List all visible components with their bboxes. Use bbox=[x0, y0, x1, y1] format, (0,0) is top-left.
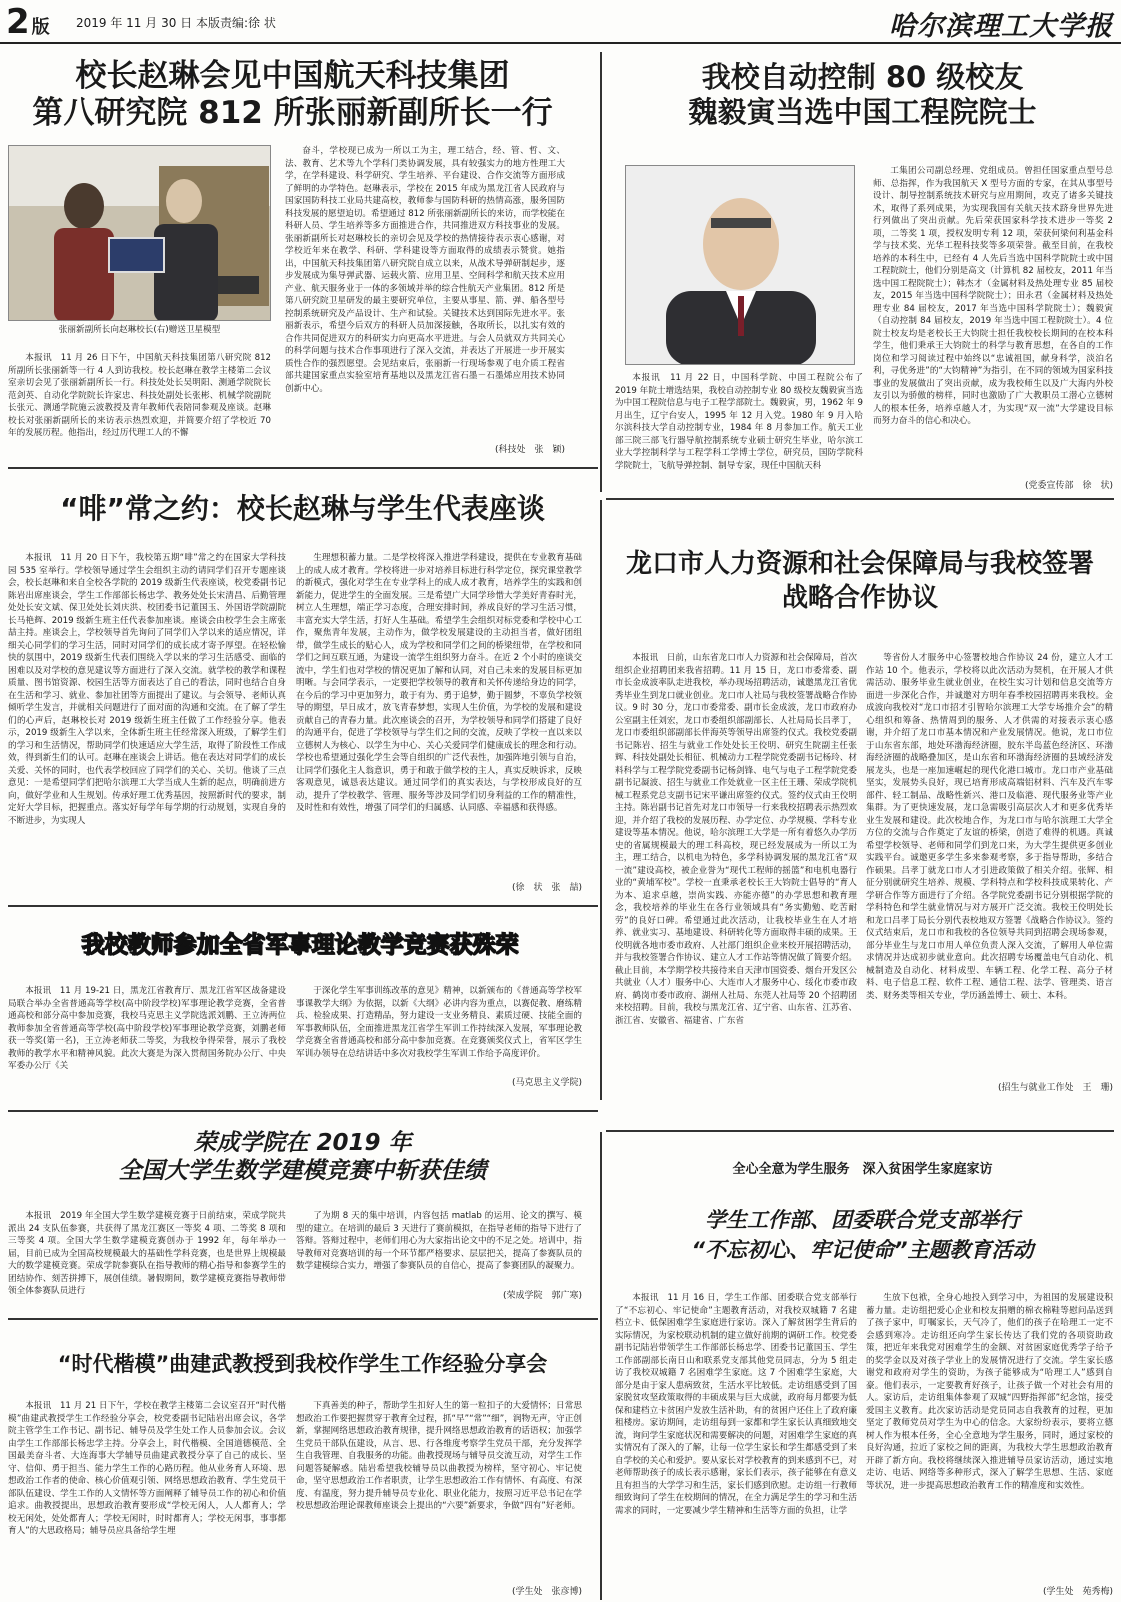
article2-title-line2: 魏毅寅当选中国工程院院士 bbox=[688, 94, 1037, 129]
section-divider-6 bbox=[8, 1318, 598, 1320]
article8-title-line1: 学生工作部、团委联合党支部举行 bbox=[705, 1208, 1020, 1232]
page-label: 版 bbox=[31, 17, 50, 38]
article7-body-col1: 本报讯 11 月 21 日下午，学校在教学主楼第二会议室召开“时代楷模”曲建武教授学生工作经验分享会，校党委副书记陆岩出席会议，各学院主管学生工作书记、副书记、辅导员及学生处工作人员参加会议。会议由学生工作部部长杨忠学主持。分享会上，时代楷模、全国道德模范、全国最美奋斗者、大连海事大学辅导员曲建武教授分享了自己的成长、坚守、信仰、勇于担当、能力学生工作的心路历程。他从业务育人环境、思想政治工作者的使命、核心价值观引领、网络思想政治教育、学生党员干部队伍建设、学生工作的人文情怀等方面阐释了辅导员工作的初心和价值追求。曲教授提出，思想政治教育要形成“学校无闲人，人人都育人；学校无闲处，处处都育人；学校无闲时，时时都育人；学校无闲事，事事都育人”的大思政格局；辅导员应具备给学生埋 bbox=[8, 1401, 286, 1536]
article3-body-col2: 生理想积蓄力量。二是学校将深入推进学科建设，提供在专业教育基础上的成人成才教育。学校将进一步对培养目标进行科学定位，探究课堂教学的新模式，强化对学生在专业学科上的成人成才教育，培养学生的实践和创新能力，促进学生的全面发展。三是希望广大同学珍惜大学美好青春时光，树立人生理想，端正学习态度，合理安排时间，养成良好的学习生活习惯，丰富充实大学生活，打好人生基础。希望学生会组织对标党委和学校中心工作，聚焦青年发展，主动作为，做学校发展建设的主动担当者，做好团组带，做学生成长的贴心人，成为学校和同学们之间的桥梁纽带，在学校和同学们之间互联互通，为建设一流学生组织努力奋斗。在近 2 个小时的座谈交流中，学生们也对学校的情况更加了解和认同，对自己未来的发展目标更加明晰。与会同学表示，一定要把学校领导的教育和关怀传递给身边的同学，在今后的学习中更加努力，敢于有为、勇于追梦，勤于圆梦，不辜负学校领导的期望，早日成才，放飞青春梦想，实现人生价值，为学校的发展和建设贡献自己的青春力量。此次座谈会的召开，为学校领导和同学们搭建了良好的沟通平台，促进了学校领导与学生们之间的交流，反映了学校一直以来以立德树人为核心、以学生为中心、关心关爱同学们健康成长的理念和行动。学校也希望通过强化学生会等自组织的广泛代表性，加强阵地引领与自治，让同学们强化主人翁意识，勇于和敢于做学校的主人，真实反映诉求，反映客观意见，诚恳表达建议。通过同学们的真实表达，与学校形成良好的互动，提升了学校教学、管理、服务等涉及同学们切身利益的工作的精准性，及时性和有效性，增强了同学们的归属感、认同感、幸福感和获得感。 bbox=[296, 553, 582, 813]
article8-kicker: 全心全意为学生服务 深入贫困学生家庭家访 bbox=[732, 1162, 993, 1177]
article1-headline bbox=[20, 58, 565, 132]
article1-title-line2: 第八研究院 812 所张丽新副所长一行 bbox=[32, 95, 553, 132]
page-editor: 本版责编:徐 状 bbox=[196, 16, 276, 30]
column-divider-top bbox=[600, 52, 602, 492]
article8-body-col1: 本报讯 11 月 16 日，学生工作部、团委联合党支部举行了“不忘初心、牢记使命”主题教育活动，对我校双城籍 7 名建档立卡、低保困难学生家庭进行家访。深入了解贫困学生背后的实际情况，为家校联动机制的建立做好前期的调研工作。校党委副书记陆岩带领学生工作部部长杨忠学、团委书记董国玉、学生工作部副部长南日山和联系党支部其他党员同志，分为 5 组走访了我校双城籍 7 名困难学生家庭。这 7 个困难学生家庭，大部分是由于家人患病致贫，生活水平比较低。走访组感受到了国家脱贫攻坚政策取得的丰硕成果与巨大成就，政府每月都要为低保和建档立卡贫困户发放生活补助，有的贫困户还住上了政府廉租楼房。家访期间，走访组每到一家都和学生家长认真细致地交流，询问学生家庭状况和需要解决的问题，对困难学生家庭的真实情况有了深入的了解，让每一位学生家长和学生都感受到了来自学校的关心和爱护。要从家长对学校教育的到来感到不已，对老师帮助孩子的成长表示感谢，家长们表示，孩子能够在有意义且有担当的大学学习和生活，家长们感到欣慰。走访组一行教师细致询问了学生在校期间的情况，在全力满足学生的学习和生活需求的同时，一定要减少学生精神和生活等方面的负担，让学 bbox=[615, 1293, 857, 1516]
article2-byline: (党委宣传部 徐 状) bbox=[1024, 481, 1113, 491]
article6-headline bbox=[20, 1130, 585, 1185]
masthead bbox=[0, 0, 1121, 44]
article5-body-col1: 本报讯 11 月 19-21 日，黑龙江省教育厅、黑龙江省军区战备建设局联合举办全省普通高等学校(高中阶段学校)军事理论教学竞赛，全省普通高校和部分高中参加竞赛，我校马克思主义学院选派刘鹏、王立涛两位教师参加全省普通高等学校(高中阶段学校)军事理论教学竞赛，刘鹏老师获一等奖(第一名)，王立涛老师获二等奖，为我校争得荣誉，展示了我校教师的教学水平和精神风貌。此次大赛是为深入贯彻国务院办公厅、中央军委办公厅《关 bbox=[8, 986, 286, 1071]
article6-title-line1: 荣成学院在 2019 年 bbox=[193, 1130, 412, 1156]
meeting-photo-image bbox=[9, 146, 271, 321]
column-divider-middle bbox=[600, 500, 602, 1100]
article6-body-col2: 了为期 8 天的集中培训，内容包括 matlab 的运用、论文的撰写、模型的建立。在培训的最后 3 天进行了赛前模拟，在指导老师的指导下进行了答辩。答辩过程中，老师们用心为大家指出论文中的不足之处。培训中，指导教师对竞赛培训的每一个环节都严格要求、层层把关，提高了参赛队员的数学建模综合实力，增强了参赛队员的自信心，提高了参赛团队的凝聚力。 bbox=[296, 1211, 582, 1271]
article7-byline: (学生处 张彦博) bbox=[511, 1587, 582, 1597]
column-divider-bottom bbox=[600, 1132, 602, 1600]
article2-photo bbox=[625, 165, 855, 365]
article5-body-col2: 于深化学生军事训练改革的意见》精神，以新颁布的《普通高等学校军事课教学大纲》为依据，以新《大纲》必讲内容为重点，以赛促教、磨练精兵、检验成果、打造精品，努力建设一支业务精良、素质过硬、技能全面的军事教师队伍，全面推进黑龙江省学生军训工作持续深入发展，军事理论教学竞赛全省普通高校和部分高中参加竞赛。在竞赛颁奖仪式上，省军区学生军训办领导在总结讲话中多次对我校学生军训工作给予高度评价。 bbox=[296, 986, 582, 1059]
article2-headline bbox=[610, 60, 1115, 130]
article4-body-col2: 等省份人才服务中心签署校地合作协议 24 份，建立人才工作站 10 个。他表示，学校将以此次活动为契机，在开展人才供需活动、服务毕业生就业创业，在校生实习计划和信息交流等方面进一步深化合作，并诚邀对方明年春季校园招聘再来我校。金成波向我校对“龙口市招才引智哈尔滨理工大学专场推介会”的精心组织和筹备、热情周到的服务、人才供需的对接表示衷心感谢，并介绍了龙口市基本情况和产业发展情况。他说，龙口市位于山东省东部，地处环渤海经济圈，胶东半岛蓝色经济区、环渤海经济圈的战略叠加区，是山东省和环渤海经济圈的县域经济发展龙头，也是一座加速崛起的现代化港口城市。龙口市产业基础坚实，发展势头良好，现已培育形成高端铝材料、汽车及汽车零部件、轻工制品、战略性新兴、港口及临港、现代服务业等产业集群。为了更快速发展，龙口急需吸引高层次人才和更多优秀毕业生发展和建设。此次校地合作，为龙口市与哈尔滨理工大学全方位的交流与合作奠定了友谊的桥梁，创造了难得的机遇。真诚希望学校领导、老师和同学们到龙口来，为大学生提供更多创业实践平台。诚邀更多学生多来参观考察，多于指导帮助，多结合作硕果。吕孝丁就龙口市人才引进政策做了相关介绍。张辉、相征分别就研究生培养、规模、学科特点和学校科技成果转化、产学研合作等方面进行了介绍。各学院党委副书记分别根据学院的学科特色和学生就业情况与对方展开广泛交流。我校王佼明处长和龙口吕孝丁局长分别代表校地双方签署《战略合作协议》。签约仪式结束后，龙口市和我校的各位领导共同到招聘会现场参观，部分毕业生与龙口市用人单位负责人深入交流，了解用人单位需求情况并达成初步就业意向。此次招聘专场覆盖电气自动化、机械制造及自动化、材料成型、车辆工程、化学工程、高分子材料、电子信息工程、软件工程、通信工程、法学、管理类、语言类、财务类等相关专业，学历涵盖博士、硕士、本科。 bbox=[866, 653, 1113, 1001]
article7-body-col2: 下真善美的种子，帮助学生扣好人生的第一粒扣子的大爱情怀；日常思想政治工作要把握贯穿于教育全过程，抓“早”“常”“细”，润物无声，守正创新，掌握网络思想政治教育规律，提升网络思想政治教育的话语权；加强学生党员干部队伍建设，从言、思、行各维度考察学生党员干部，充分发挥学生自我管理、自我服务的功能。曲教授现场与辅导员交流互动，对学生工作问题答疑解惑。陆岩希望我校辅导员以曲教授为榜样，坚守初心、牢记使命，坚守思想政治工作者职责，让学生思想政治工作有情怀、有高度、有深度、有温度，努力提升辅导员专业化、职业化能力，按照习近平总书记在学校思想政治理论课教师座谈会上提出的“六要”新要求，争做“四有”好老师。 bbox=[296, 1401, 582, 1511]
article8-body-col2: 生放下包袱，全身心地投入到学习中，为祖国的发展建设积蓄力量。走访组把爱心企业和校友捐赠的棉衣棉鞋等慰问品送到了孩子家中，叮嘱家长，天气冷了，他们的孩子在哈理工一定不会感到寒冷。走访组还向学生家长传达了我们党的各项资助政策，把近年来我党对困难学生的金额、对贫困家庭优秀学子给予的奖学金以及对孩子学业上的发展情况进行了交流。学生家长感谢党和政府对学生的资助，为孩子能够成为“哈理工人”感到自豪。他们表示，一定要教育好孩子，让孩子做一个对社会有用的人。家访后，走访组集体参观了双城“四野指挥部”纪念馆，接受爱国主义教育。此次家访活动是党员同志自我教育的过程，更加坚定了教师党员对学生为中心的信念。大家纷纷表示，要将立德树人作为根本任务，全心全意地为学生服务，同时，通过家校的良好沟通，拉近了家校之间的距离，为我校大学生思想政治教育开辟了新方向。我校将继续深入推进辅导员家访活动，通过实地走访、电话、网络等多种形式，深入了解学生思想、生活、家庭等状况，进一步提高思想政治教育工作的精准度和实效性。 bbox=[866, 1293, 1113, 1491]
article2-body-col1: 本报讯 11 月 22 日，中国科学院、中国工程院公布了 2019 年院士增选结果，我校自动控制专业 80 级校友魏毅寅当选为中国工程院信息与电子工程学部院士。魏毅寅，男，1962 年 9 月出生，辽宁台安人，1995 年 12 月入党。1980 年 9 月入哈尔滨科技大学自动控制专业，1984 年 8 月参加工作。航天工业部三院三部飞行器导航控制系统专业硕士研究生毕业，哈尔滨工业大学控制科学与工程学科工学博士学位，研究员，国防学院科学院院士，飞航导弹控制、制导专家，现任中国航天科 bbox=[615, 373, 863, 471]
article1-photo bbox=[8, 145, 271, 321]
article2-body-col2: 工集团公司副总经理、党组成员。曾担任国家重点型号总师、总指挥，作为我国航天 X 型号方面的专家，在其从事型号设计、制导控制系统技术研究与应用期间，攻克了诸多关键技术，取得了系列成果，为实现我国有关航天技术跻身世界先进行列做出了突出贡献。先后荣获国家科学技术进步一等奖 2 项，二等奖 1 项，授权发明专利 12 项，荣获何梁何利基金科学与技术奖、光华工程科技奖等多项荣誉。截至目前，在我校培养的本科生中，已经有 4 人先后当选中国科学院院士或中国工程院院士，他们分别是高文（计算机 82 届校友，2011 年当选中国工程院院士）；韩杰才（金属材料及热处理专业 85 届校友，2015 年当选中国科学院院士）；田永君（金属材料及热处理专业 84 届校友，2017 年当选中国科学院院士）；魏毅寅（自动控制 84 届校友，2019 年当选中国工程院院士）。4 位院士校友均是老校长王大钧院士担任我校校长期间的在校本科学生，他们秉承王大钧院士的科学与教育思想，在各自的工作岗位和学习阅读过程中始终以“忠诚祖国，献身科学，淡泊名利，寻优务进”的“大钧精神”为指引，在不同的领域为国家科技事业的发展做出了突出贡献，成为我校师生以及广大海内外校友引以为骄傲的榜样，同时也激励了广大教职员工潜心立德树人的根本任务，培养卓越人才，为实现“双一流”大学建设目标而努力奋斗的信心和决心。 bbox=[873, 166, 1113, 426]
portrait-image bbox=[626, 166, 855, 365]
page-number: 2 版 bbox=[6, 2, 50, 42]
article2-title-line1: 我校自动控制 80 级校友 bbox=[701, 60, 1024, 94]
article5-byline: (马克思主义学院) bbox=[511, 1078, 582, 1088]
article6-title-line2: 全国大学生数学建模竞赛中斩获佳绩 bbox=[118, 1157, 487, 1184]
section-divider-3 bbox=[8, 905, 598, 907]
newspaper-name: 哈尔滨理工大学报 bbox=[889, 11, 1113, 42]
article4-body-col1: 本报讯 日前，山东省龙口市人力资源和社会保障局，首次组织企业招聘团来我省招聘。11 月 15 日，龙口市委常委、副市长金成波率队走进我校，举办现场招聘活动，诚邀黑龙江省优秀毕业生到龙口就业创业。龙口市人社局与我校签署战略合作协议。9 时 30 分，龙口市委常委、副市长金成波，龙口市政府办公室副主任刘宏，龙口市委组织部副部长、人社局局长吕孝丁，龙口市委组织部副部长伴海英等领导出席签约仪式。我校党委副书记陈岩、招生与就业工作处处长王佼明、研究生院副主任张辉、科技处副处长相征、机械动力工程学院党委副书记杨玲、材料科学与工程学院党委副书记杨剑锋、电气与电子工程学院党委副书记凝波、招生与就业工作处就业一区主任王珊、荣成学院机械工程系党总支副书记宋平谦出席签约仪式。签约仪式由王佼明主持。陈岩副书记首先对龙口市领导一行来我校招聘表示热烈欢迎，并介绍了我校的发展历程、办学定位、办学规模、学科专业建设等基本情况。他说，哈尔滨理工大学是一所有着悠久办学历史的省属规模最大的理工科高校，现已经发展成为一所以工为主，理工结合，以机电为特色，多学科协调发展的黑龙江省“双一流”建设高校，被企业誉为“现代工程师的摇篮”和电机电器行业的“黄埔军校”。学校一直秉承老校长王大钧院士倡导的“育人为本、追求卓越，崇尚实践、亦能亦德”的办学思想和教育理念，我校培养的毕业生在各行业领域具有“务实勤勉、吃苦耐劳”的良好口碑。希望通过此次活动，让我校毕业生在人才培养、就业实习、基地建设、科研转化等方面取得丰硕的成果。王佼明就各地市委市政府、人社部门组织企业来校开展招聘活动，并与我校签署合作协议、建立人才工作站等情况做了简要介绍。截止目前，本学期学校共接待来自天津市国资委、烟台开发区公共就业（人才）服务中心、大连市人才服务中心、绥化市委市政府、鹤岗市委市政府、湖州人社局、东莞人社局等 20 个招聘团来校招聘。目前，我校与黑龙江省、辽宁省、山东省、江苏省、浙江省、安徽省、福建省、广东省 bbox=[615, 653, 857, 1026]
article4-byline: (招生与就业工作处 王 珊) bbox=[997, 1083, 1113, 1093]
article1-title-line1: 校长赵琳会见中国航天科技集团 bbox=[75, 58, 510, 94]
article1-byline: (科技处 张 颖) bbox=[494, 445, 565, 455]
article3-byline: (徐 状 张 喆) bbox=[511, 883, 582, 893]
section-divider-1 bbox=[8, 467, 598, 469]
article8-headline bbox=[615, 1205, 1110, 1266]
issue-date: 2019 年 11 月 30 日 bbox=[76, 16, 193, 30]
article1-body-col2: 奋斗，学校现已成为一所以工为主，理工结合，经、管、哲、文、法、教育、艺术等九个学科门类协调发展，具有较强实力的地方性理工大学，在学科建设、科学研究、学生培养、平台建设、合作交流等方面形成了鲜明的办学特色。赵琳表示，学校在 2015 年成为黑龙江省人民政府与国家国防科技工业局共建高校，教师参与国防科研的热情高涨，服务国防科技发展的愿望迫切。希望通过 812 所张丽新副所长的来访，而学校能在科研人员、学生培养等多方面推进合作，共同推进双方科技事业的发展。张丽新副所长对赵琳校长的亲切会见及学校的热情接待表示衷心感谢，对学校近年来在教学、科研、学科建设等方面取得的成绩表示赞赏。她指出，中国航天科技集团第八研究院自成立以来，从战术导弹研制起步，逐步发展成为集导弹武器、运载火箭、应用卫星、空间科学和航天技术应用产业、航天服务业于一体的多领域并举的综合性航天产业集团。812 所是第八研究院卫星研发的最主要研究单位，主要从事星、箭、弹、船各型号控制系统研究及产品设计、生产和试验。关键技术达到国际先进水平。张丽新表示，希望今后双方的科研人员加深接触，各取所长，以扎实有效的合作共同促进双方的科研实力向更高水平进进。与会人员就双方共同关心的科学问题与技术合作事项进行了深入交流，并表达了开展进一步开展实质性合作的强烈愿望。会见结束后，张丽新一行现场参观了电介质工程省部共建国家重点实验室培育基地以及黑龙江省石墨－石墨烯应用技术协同创新中心。 bbox=[285, 146, 565, 394]
section-divider-5 bbox=[606, 1130, 1114, 1132]
article5-headline: 我校教师参加全省军事理论教学竞赛获殊荣 bbox=[81, 932, 519, 958]
article1-photo-caption: 张丽新副所长向赵琳校长(右)赠送卫星模型 bbox=[58, 325, 221, 335]
article6-body-col1: 本报讯 2019 年全国大学生数学建模竞赛于日前结束，荣成学院共派出 24 支队伍参赛，共获得了黑龙江赛区一等奖 4 项、二等奖 8 项和三等奖 4 项。全国大学生数学建模竞赛创办于 1992 年，每年举办一届，目前已成为全国高校规模最大的基础性学科竞赛，也是世界上规模最大的数学建模竞赛。荣成学院参赛队在指导教师的精心指导和参赛学生的团结协作、刻苦拼搏下，展创佳绩。暑假期间，数学建模竞赛指导教师带领全体参赛队员进行 bbox=[8, 1211, 286, 1296]
section-divider-4 bbox=[8, 1110, 598, 1112]
article3-headline: “啡”常之约：校长赵琳与学生代表座谈 bbox=[60, 492, 545, 525]
article8-byline: (学生处 苑秀梅) bbox=[1042, 1587, 1113, 1597]
article8-title-line2: “不忘初心、牢记使命”主题教育活动 bbox=[691, 1238, 1034, 1263]
article6-byline: (荣成学院 郭广寒) bbox=[502, 1291, 582, 1301]
article4-headline: 龙口市人力资源和社会保障局与我校签署战略合作协议 bbox=[625, 549, 1094, 613]
article1-body-col1: 本报讯 11 月 26 日下午，中国航天科技集团第八研究院 812 所副所长张丽新等一行 4 人到访我校。校长赵琳在教学主楼第二会议室亲切会见了张丽新副所长一行。科技处处长吴明阳、测通学院院长范剑英、自动化学院院长许家忠、科技处副处长张彬、机械学院副院长张元、测通学院施云波教授及青年教师代表陪同参观及座谈。赵琳校长对张丽新副所长的来访表示热烈欢迎，并简要介绍了学校近 70 年的发展历程。他指出，经过历代理工人的不懈 bbox=[8, 353, 271, 438]
article3-body-col1: 本报讯 11 月 20 日下午，我校第五期“啡”常之约在国家大学科技园 535 室举行。学校领导通过学生会组织主动约请同学们召开专题座谈会，校长赵琳和来自全校各学院的 2019 级新生代表座谈，校党委副书记陈岩出席座谈会，学生工作部部长杨忠学、教务处处长宋清昌、后勤管理处处长安文斌、保卫处处长刘庆洪、校团委书记董国玉、外国语学院副院长马艳辉、2019 级新生班主任代表参加座谈。座谈会由校学生会主席张喆主持。座谈会上，学校领导首先询问了同学们入学以来的适应情况，详细关心同学们的学习生活，同时对同学们的成长成才寄予厚望。在轻松愉快的氛围中，2019 级新生代表们围绕入学以来的学习生活感受、面临的困难以及对学校的意见建议等方面进行了深入交流。就学校的教学和课程质量、图书馆资源、校园生活等方面表达了自己的看法，同时也结合自身在生活和学习、就业、参加社团等方面提出了建议。与会领导、老师认真倾听学生发言，并就相关问题进行了面对面的沟通和交流。在了解了学生们的心声后，赵琳校长对 2019 级新生班主任做了工作经验分享。他表示，2019 级新生入学以来，全体新生班主任经常深入班级，了解学生们的学习和生活情况，帮助同学们快速适应大学生活，取得了阶段性工作成效，得到新生们的认可。赵琳在座谈会上讲话。他在表达对同学们的成长关爱、关怀的同时，也代表学校回应了同学们的关心、关切。他谈了三点意见：一是希望同学们把哈尔滨理工大学当成人生新的起点，明确前进方向，做好学业和人生规划。传承好理工优秀基因，按照新时代的要求，制定好大学目标，把握重点。落实好每学年每学期的行动规划，实现自身的不断进步，为实现人 bbox=[8, 553, 286, 826]
article7-headline: “时代楷模”曲建武教授到我校作学生工作经验分享会 bbox=[57, 1352, 548, 1376]
section-divider-2 bbox=[606, 498, 1114, 500]
